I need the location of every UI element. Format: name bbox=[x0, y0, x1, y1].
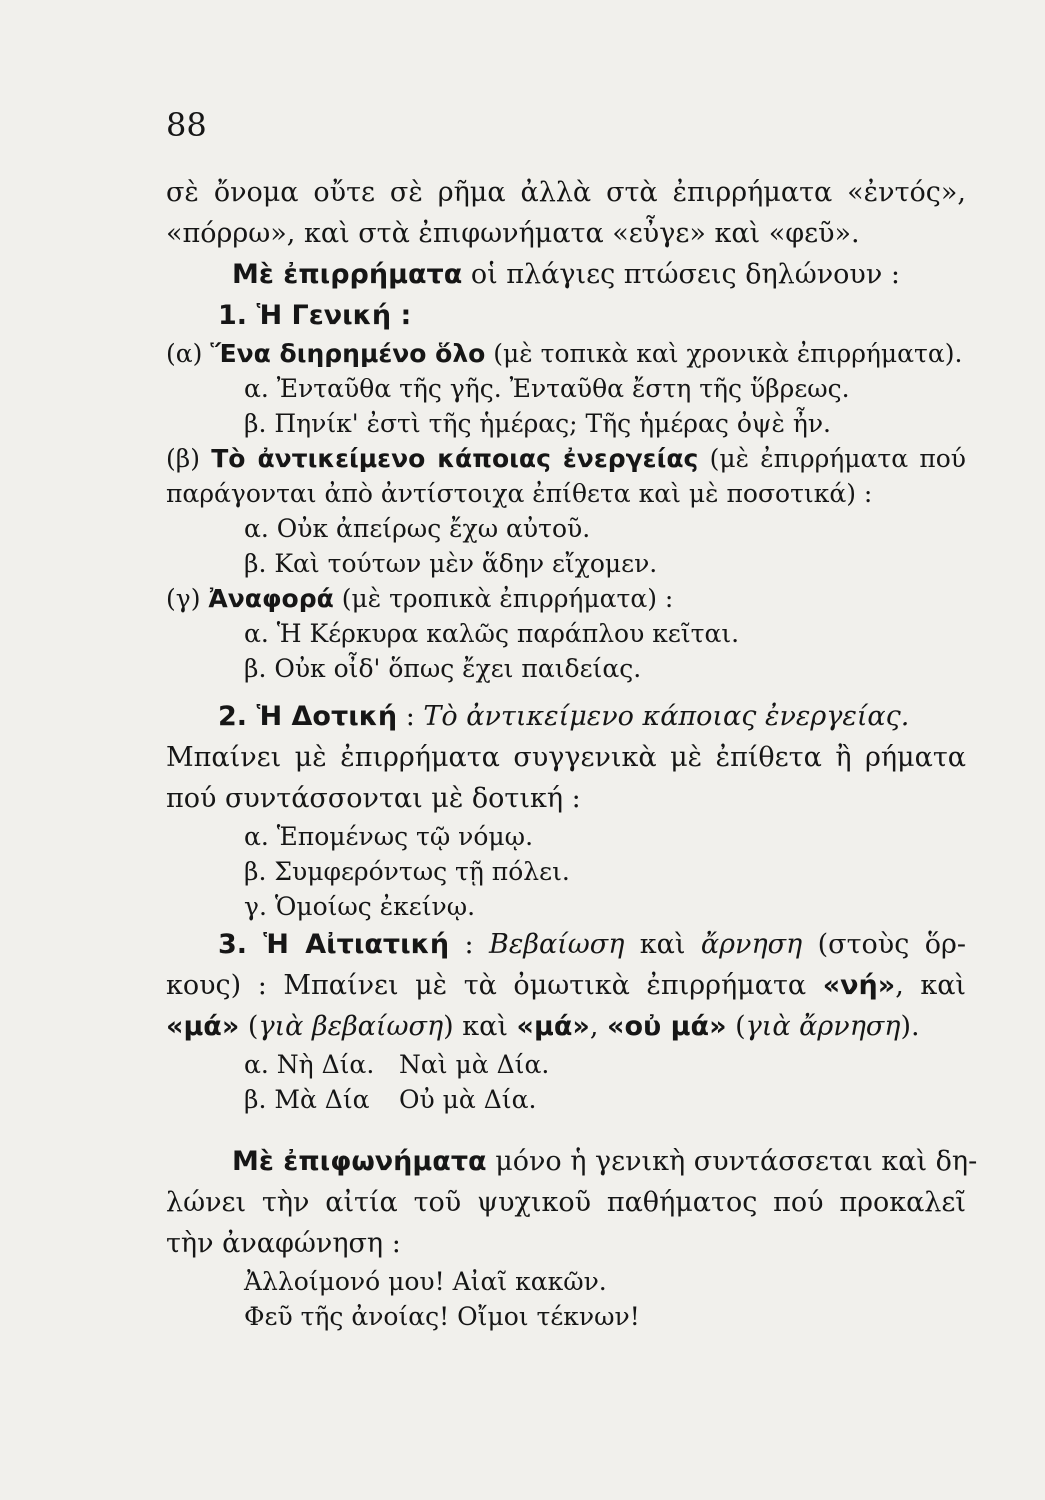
subsection-heading: (α) Ἕνα διηρημένο ὅλο (μὲ τοπικὰ καὶ χρονικὰ ἐπιρρήματα). bbox=[166, 339, 963, 368]
paragraph-line: κους) : Μπαίνει μὲ τὰ ὀμωτικὰ ἐπιρρήματα «νή», καὶ bbox=[166, 970, 967, 1001]
paragraph-line: «μά» (γιὰ βεβαίωση) καὶ «μά», «οὐ μά» (γιὰ ἄρνηση). bbox=[166, 1011, 920, 1042]
paragraph-line: Μπαίνει μὲ ἐπιρρήματα συγγενικὰ μὲ ἐπίθετα ἢ ρήματα bbox=[166, 742, 966, 773]
example-line: β. Μὰ Δία Οὐ μὰ Δία. bbox=[244, 1085, 537, 1114]
example-line: Ἀλλοίμονό μου! Αἰαῖ κακῶν. bbox=[244, 1267, 607, 1296]
body-text bbox=[166, 172, 978, 1334]
section-heading: 3. Ἡ Αἰτιατική : Βεβαίωση καὶ ἄρνηση (στοὺς ὅρ- bbox=[218, 929, 967, 960]
section-heading: 1. Ἡ Γενική : bbox=[218, 300, 412, 331]
paragraph-line: λώνει τὴν αἰτία τοῦ ψυχικοῦ παθήματος πού προκαλεῖ bbox=[166, 1187, 966, 1218]
example-line: γ. Ὁμοίως ἐκείνῳ. bbox=[244, 892, 476, 921]
example-line: α. Ἡ Κέρκυρα καλῶς παράπλου κεῖται. bbox=[244, 619, 740, 648]
subsection-heading: (β) Τὸ ἀντικείμενο κάποιας ἐνεργείας (μὲ ἐπιρρήματα πού bbox=[166, 444, 966, 473]
paragraph-line: τὴν ἀναφώνηση : bbox=[166, 1228, 401, 1259]
example-line: β. Πηνίκ' ἐστὶ τῆς ἡμέρας; Τῆς ἡμέρας ὀψὲ ἦν. bbox=[244, 409, 831, 438]
paragraph-line: «πόρρω», καὶ στὰ ἐπιφωνήματα «εὖγε» καὶ «φεῦ». bbox=[166, 218, 860, 249]
example-line: Φεῦ τῆς ἀνοίας! Οἴμοι τέκνων! bbox=[244, 1302, 640, 1331]
example-line: β. Καὶ τούτων μὲν ἅδην εἴχομεν. bbox=[244, 549, 658, 578]
example-line: α. Ἐνταῦθα τῆς γῆς. Ἐνταῦθα ἔστη τῆς ὕβρεως. bbox=[244, 374, 850, 403]
paragraph-line: παράγονται ἀπὸ ἀντίστοιχα ἐπίθετα καὶ μὲ ποσοτικά) : bbox=[166, 479, 873, 508]
bold-term: Μὲ ἐπιρρήματα bbox=[232, 259, 463, 290]
example-line: β. Συμφερόντως τῇ πόλει. bbox=[244, 857, 570, 886]
example-line: β. Οὐκ οἶδ' ὅπως ἔχει παιδείας. bbox=[244, 654, 642, 683]
paragraph-line: σὲ ὄνομα οὔτε σὲ ρῆμα ἀλλὰ στὰ ἐπιρρήματα «ἐντός», bbox=[166, 177, 966, 208]
section-heading: 2. Ἡ Δοτική : Τὸ ἀντικείμενο κάποιας ἐνεργείας. bbox=[218, 701, 910, 732]
subsection-heading: (γ) Ἀναφορά (μὲ τροπικὰ ἐπιρρήματα) : bbox=[166, 584, 674, 613]
example-line: α. Οὐκ ἀπείρως ἔχω αὐτοῦ. bbox=[244, 514, 591, 543]
page-number: 88 bbox=[166, 106, 207, 144]
paragraph-line: Μὲ ἐπιφωνήματα μόνο ἡ γενικὴ συντάσσεται καὶ δη- bbox=[232, 1146, 978, 1177]
paragraph-line: Μὲ ἐπιρρήματα οἱ πλάγιες πτώσεις δηλώνουν : bbox=[232, 259, 900, 290]
example-line: α. Ἑπομένως τῷ νόμῳ. bbox=[244, 822, 534, 851]
paragraph-line: πού συντάσσονται μὲ δοτική : bbox=[166, 783, 581, 814]
example-line: α. Νὴ Δία. Ναὶ μὰ Δία. bbox=[244, 1050, 550, 1079]
